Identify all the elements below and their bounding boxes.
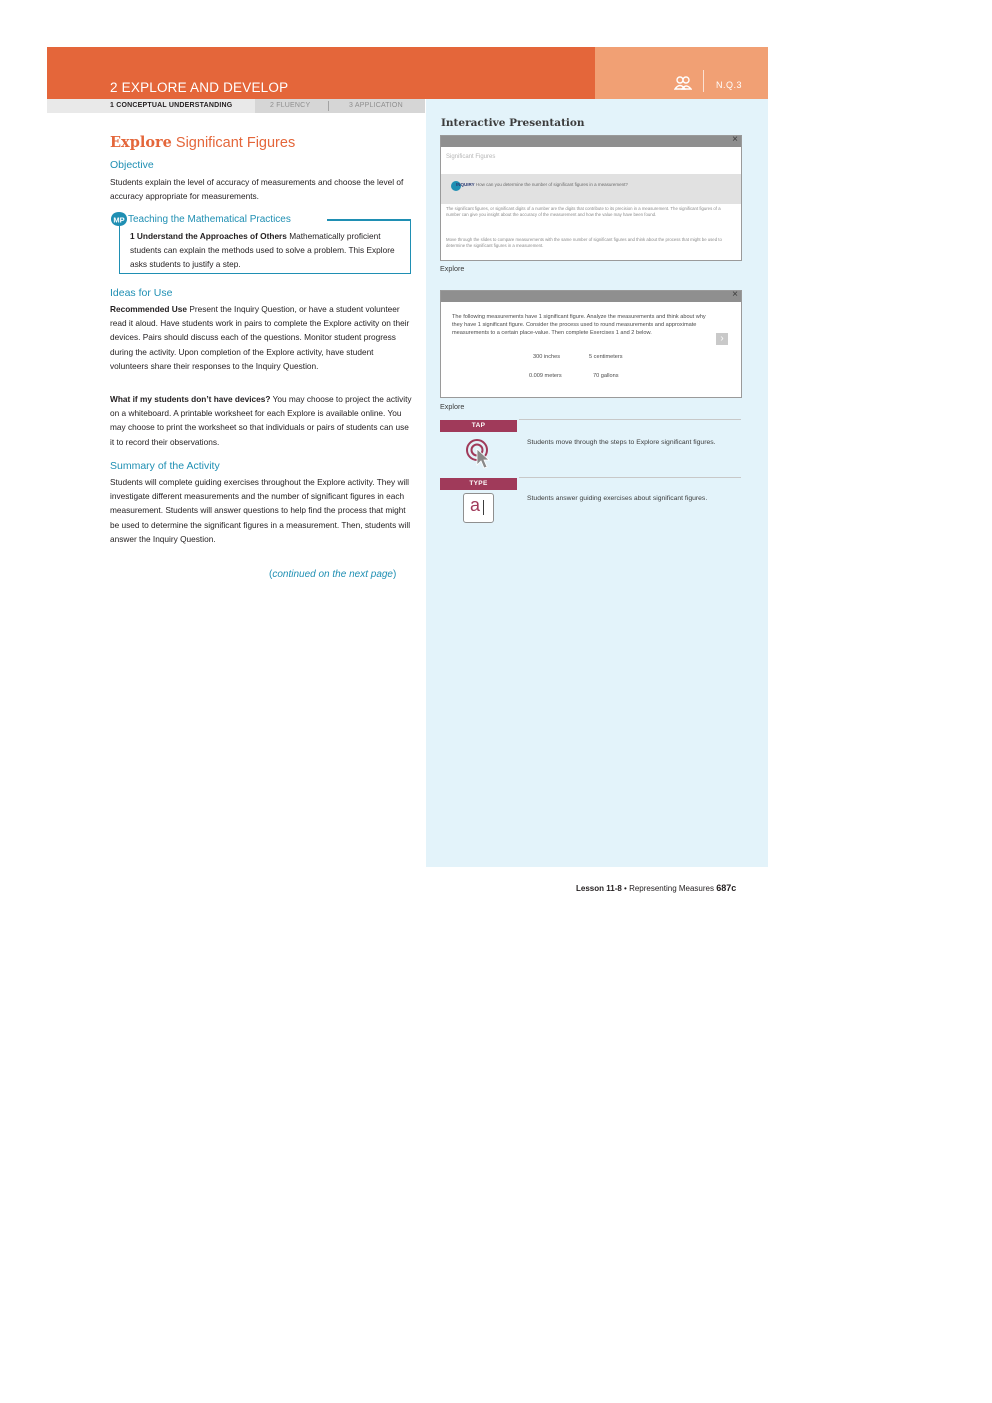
page-footer bbox=[576, 883, 736, 893]
objective-text: Students explain the level of accuracy of measurements and choose the level of accuracy appropriate for measurements. bbox=[110, 177, 404, 202]
tap-icon bbox=[464, 437, 494, 469]
continued-text: continued on the next page bbox=[272, 569, 393, 580]
measurement-item: 300 inches bbox=[533, 354, 561, 360]
continued-note: (continued on the next page) bbox=[269, 569, 397, 580]
standard-code: N.Q.3 bbox=[716, 80, 743, 90]
recommended-use-text bbox=[110, 302, 412, 373]
screen1-title: Significant Figures bbox=[446, 154, 496, 160]
screen-titlebar bbox=[441, 136, 741, 147]
page-title bbox=[110, 134, 295, 151]
measurement-item: 5 centimeters bbox=[589, 354, 623, 360]
page-number: 687c bbox=[716, 883, 737, 893]
screen1-caption: Explore bbox=[440, 264, 465, 273]
tab-conceptual-understanding[interactable]: 1 CONCEPTUAL UNDERSTANDING bbox=[110, 102, 233, 109]
tap-badge: TAP bbox=[440, 420, 517, 432]
feature-divider bbox=[519, 477, 741, 478]
inquiry-question bbox=[456, 182, 628, 187]
measurement-item: 0.009 meters bbox=[529, 373, 562, 379]
tab-fluency[interactable]: 2 FLUENCY bbox=[270, 102, 311, 109]
mp-heading: Teaching the Mathematical Practices bbox=[128, 214, 291, 225]
summary-heading: Summary of the Activity bbox=[110, 460, 220, 472]
header-divider bbox=[703, 70, 704, 92]
title-explore: Explore bbox=[110, 134, 172, 151]
title-topic: Significant Figures bbox=[171, 135, 296, 151]
explore-screen-2[interactable] bbox=[440, 290, 742, 398]
mp-icon-label: MP bbox=[113, 215, 125, 225]
mp-callout-rule bbox=[327, 219, 411, 221]
type-badge: TYPE bbox=[440, 478, 517, 490]
feature-divider bbox=[519, 419, 741, 420]
next-arrow-icon[interactable]: › bbox=[716, 333, 728, 345]
explore-screen-1[interactable] bbox=[440, 135, 742, 261]
tab-divider bbox=[328, 101, 329, 111]
no-devices-text bbox=[110, 392, 412, 449]
close-icon[interactable]: × bbox=[732, 289, 738, 300]
recommended-use-body: Present the Inquiry Question, or have a student volunteer read it aloud. Have students work in pairs to complete the Explore activity on their devices. Pairs should discuss each of the questions. Monitor student progress during the activity. Upon completion of the Explore activity, have student volunteers share their responses to the Inquiry Question. bbox=[110, 304, 410, 371]
mp-icon bbox=[110, 211, 128, 227]
screen2-instructions: The following measurements have 1 significant figure. Analyze the measurements and think about why they have 1 significant figure. Consider the process used to round measurements and approximate measurements to a certain place-value. Then complete Exercises 1 and 2 below. bbox=[452, 314, 706, 336]
recommended-use-lead: Recommended Use bbox=[110, 304, 188, 314]
inquiry-body: How can you determine the number of significant figures in a measurement? bbox=[474, 182, 628, 187]
inquiry-label: INQUIRY bbox=[456, 182, 475, 187]
close-icon[interactable]: × bbox=[732, 134, 738, 145]
screen-titlebar bbox=[441, 291, 741, 302]
type-icon-letter: a bbox=[470, 495, 481, 515]
inquiry-bar bbox=[441, 174, 741, 204]
footer-separator: • bbox=[621, 884, 630, 893]
screen2-caption: Explore bbox=[440, 402, 465, 411]
header-standard-area bbox=[595, 47, 768, 99]
mp-body: Mathematically proficient students can explain the methods used to solve a problem. This Explore asks students to justify a step. bbox=[130, 231, 395, 270]
footer-lesson: Lesson 11-8 bbox=[576, 884, 622, 893]
objective-heading: Objective bbox=[110, 159, 154, 171]
type-icon-caret bbox=[483, 500, 484, 515]
measurement-item: 70 gallons bbox=[593, 373, 619, 379]
tap-description: Students move through the steps to Explore significant figures. bbox=[527, 439, 716, 446]
mp-lead: 1 Understand the Approaches of Others bbox=[130, 231, 287, 241]
mp-text bbox=[130, 229, 402, 272]
summary-text: Students will complete guiding exercises throughout the Explore activity. They will investigate different measurements and the number of significant figures in each measurement. Students will answer questions to help find the process that might be used to determine the significant figures in a measurement. Then, students will answer the Inquiry Question. bbox=[110, 477, 411, 544]
screen1-paragraph-2: Move through the slides to compare measurements with the same number of significant figures and think about the process that might be used to determine the significant figures in a measurement. bbox=[446, 237, 722, 248]
footer-title: Representing Measures bbox=[629, 884, 717, 893]
no-devices-lead: What if my students don’t have devices? bbox=[110, 394, 271, 404]
ideas-heading: Ideas for Use bbox=[110, 287, 173, 299]
screen1-paragraph-1: The significant figures, or significant digits of a number are the digits that contribute to its precision in a measurement. The significant figures of a number can give you insight about the accuracy of the measurement and how the value may have been found. bbox=[446, 206, 721, 217]
no-devices-body: You may choose to project the activity on a whiteboard. A printable worksheet for each Explore is available online. You may choose to print the worksheet so that individuals or pairs of students can use it to record their observations. bbox=[110, 394, 412, 447]
type-icon bbox=[463, 493, 494, 523]
tab-application[interactable]: 3 APPLICATION bbox=[349, 102, 403, 109]
type-description: Students answer guiding exercises about significant figures. bbox=[527, 495, 708, 502]
section-title: 2 EXPLORE AND DEVELOP bbox=[110, 80, 289, 95]
panel-title: Interactive Presentation bbox=[441, 117, 585, 129]
group-work-icon bbox=[674, 76, 692, 90]
